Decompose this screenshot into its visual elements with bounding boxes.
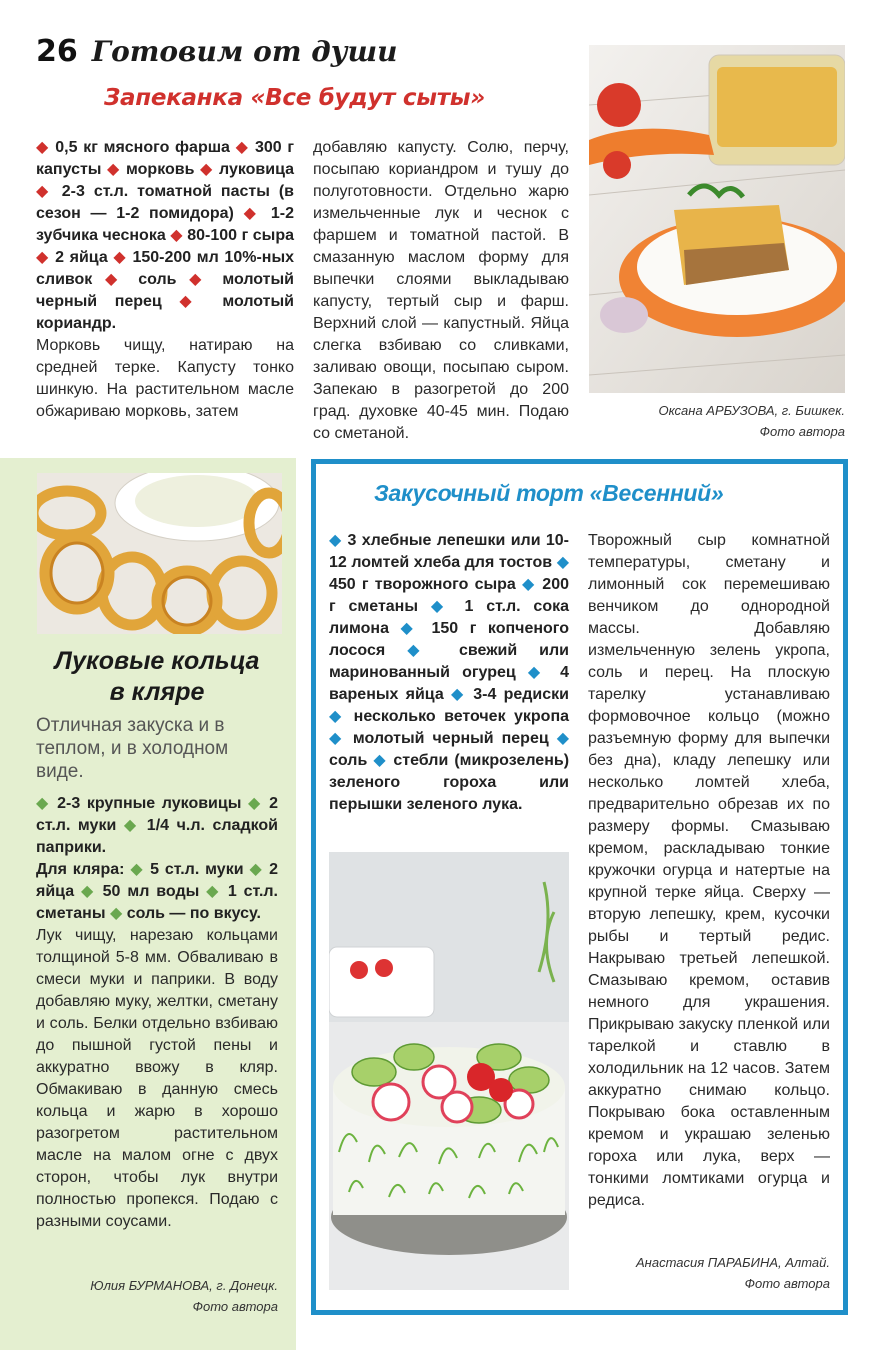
bullet-icon: ◆ (113, 249, 133, 266)
recipe3-caption (588, 1252, 830, 1294)
recipe2-column (36, 793, 278, 1233)
bullet-icon: ◆ (130, 861, 151, 878)
recipe3-title: Закусочный торт «Весенний» (374, 480, 724, 506)
bullet-icon: ◆ (248, 795, 270, 812)
bullet-icon: ◆ (527, 664, 561, 681)
bullet-icon: ◆ (450, 686, 474, 703)
recipe1-method-start: Морковь чищу, натираю на средней терке. Капусту тонко шинкую. На растительном масле обжариваю морковь, затем (36, 337, 294, 420)
ingredient-item: луковица (218, 161, 295, 178)
ingredient-item: несколько веточек укропа (353, 708, 569, 725)
recipe1-photo-credit: Фото автора (759, 424, 845, 439)
ingredient-item: соль (329, 752, 374, 769)
recipe1-title: Запеканка «Все будут сыты» (104, 85, 485, 111)
bullet-icon: ◆ (107, 161, 127, 178)
recipe2-title-line2: в кляре (109, 678, 205, 706)
recipe1-ingredients (36, 137, 294, 335)
ingredient-item: 4 вареных яйца (329, 664, 569, 703)
recipe1-author: Оксана АРБУЗОВА, г. Бишкек. (658, 403, 845, 418)
recipe3-method: Творожный сыр комнатной температуры, сметану и лимонный сок перемешиваю венчиком до однородной массы. Добавляю измельченную зелень укропа, соль и перец. На плоскую тарелку устанавливаю формовочное кольцо (можно разъемную форму для выпечки без дна), кладу лепешку или несколько ломтей хлеба, предварительно обрезав их по размеру формы. Смазываю кремом, раскладываю тонкие кружочки огурца и натертые на крупной терке яйца. Сверху — вторую лепешку, крем, кусочки рыбы и тертый редис. Накрываю третьей лепешкой. Смазываю кремом, оставив немного для украшения. Прикрываю закуску пленкой или тарелкой и ставлю в холодильник на 12 часов. Затем аккуратно снимаю кольцо. Покрываю бока оставленным кремом и украшаю зеленью гороха или лука, верх — тонкими ломтиками огурца и редиса. (588, 532, 830, 1209)
section-title: Готовим от души (91, 35, 398, 68)
recipe2-title (36, 646, 278, 708)
ingredient-item: свежий или маринованный огурец (329, 642, 570, 681)
recipe2-title-line1: Луковые кольца (54, 647, 260, 675)
bullet-icon: ◆ (206, 883, 228, 900)
ingredient-item: молотый черный перец (36, 271, 295, 310)
ingredient-item: 5 ст.л. муки (150, 861, 250, 878)
bullet-icon: ◆ (400, 620, 432, 637)
bullet-icon: ◆ (249, 861, 270, 878)
ingredient-item: 150 г копченого лосося (329, 620, 570, 659)
bullet-icon: ◆ (81, 883, 103, 900)
ingredient-item: морковь (126, 161, 200, 178)
ingredient-item: 2 яйца (55, 249, 114, 266)
ingredient-item: 80-100 г сыра (187, 227, 294, 244)
ingredient-item: 300 г капусты (36, 139, 295, 178)
recipe3-method-column (588, 530, 830, 1212)
recipe2-batter (36, 859, 278, 925)
bullet-icon: ◆ (123, 817, 147, 834)
recipe2-batter-label: Для кляра: (36, 861, 125, 878)
bullet-icon: ◆ (109, 905, 127, 922)
bullet-icon: ◆ (36, 249, 56, 266)
recipe1-method-end: добавляю капусту. Солю, перчу, посыпаю кориандром и тушу до полуготовности. Отдельно жарю измельченные лук и чеснок с фаршем и томатной пастой. В смазанную маслом форму для выпечки слоями выкладываю капусту, тертый сыр и фарш. Верхний слой — капустный. Яйца слегка взбиваю со сливками, заливаю овощи, посыпаю сыром. Запекаю в разогретой до 200 град. духовке 40-45 мин. Подаю со сметаной. (313, 139, 569, 442)
ingredient-item: 0,5 кг мясного фарша (55, 139, 236, 156)
bullet-icon: ◆ (36, 795, 58, 812)
bullet-icon: ◆ (179, 293, 223, 310)
bullet-icon: ◆ (170, 227, 188, 244)
bullet-icon: ◆ (556, 554, 569, 571)
ingredient-item: 2 яйца (36, 861, 279, 900)
recipe3-author: Анастасия ПАРАБИНА, Алтай. (636, 1255, 830, 1270)
recipe2-author: Юлия БУРМАНОВА, г. Донецк. (90, 1278, 278, 1293)
recipe1-caption (589, 400, 845, 442)
bullet-icon: ◆ (200, 161, 219, 178)
recipe1-column-left (36, 137, 294, 423)
bullet-icon: ◆ (104, 271, 139, 288)
bullet-icon: ◆ (235, 139, 255, 156)
onion-rings-photo (37, 473, 282, 634)
recipe2-ingredients-a (36, 793, 278, 859)
page-number: 26 (36, 34, 78, 69)
recipe3-photo-credit: Фото автора (744, 1276, 830, 1291)
ingredient-item: 1 ст.л. сметаны (36, 883, 278, 922)
ingredient-item: 50 мл воды (102, 883, 207, 900)
bullet-icon: ◆ (329, 708, 354, 725)
bullet-icon: ◆ (522, 576, 543, 593)
ingredient-item: 150-200 мл 10%-ных сливок (36, 249, 295, 288)
ingredient-item: 1/4 ч.л. сладкой паприки. (36, 817, 278, 856)
recipe2-method: Лук чищу, нарезаю кольцами толщиной 5-8 мм. Обваливаю в смеси муки и паприки. В воду добавляю муку, желтки, сметану и соль. Белки отдельно взбиваю до пышной густой пены и аккуратно ввожу в кляр. Обмакиваю в данную смесь кольца и жарю в хорошо разогретом растительном масле на малом огне с двух сторон, чтобы лук внутри полностью пропекся. Подаю с разными соусами. (36, 927, 278, 1230)
recipe1-column-right (313, 137, 569, 445)
ingredient-item: 2 ст.л. муки (36, 795, 279, 834)
bullet-icon: ◆ (243, 205, 271, 222)
bullet-icon: ◆ (329, 730, 353, 747)
bullet-icon: ◆ (189, 271, 223, 288)
ingredient-item: молотый черный перец (352, 730, 557, 747)
bullet-icon: ◆ (329, 532, 348, 549)
recipe3-ingredients-column (329, 530, 569, 816)
bullet-icon: ◆ (556, 730, 569, 747)
bullet-icon: ◆ (407, 642, 459, 659)
bullet-icon: ◆ (430, 598, 465, 615)
ingredient-item: молотый кориандр. (36, 293, 294, 332)
ingredient-item: 1 ст.л. сока лимона (329, 598, 570, 637)
ingredient-item: соль (138, 271, 190, 288)
ingredient-item: 2-3 ст.л. томатной пасты (в сезон — 1-2 помидора) (36, 183, 295, 222)
casserole-photo (589, 45, 845, 393)
bullet-icon: ◆ (373, 752, 394, 769)
bullet-icon: ◆ (36, 139, 56, 156)
ingredient-item: 2-3 крупные луковицы (57, 795, 249, 812)
page-header (36, 34, 397, 69)
ingredient-item: 1-2 зубчика чеснока (36, 205, 294, 244)
ingredient-item: соль — по вкусу. (126, 905, 261, 922)
ingredient-item: 3-4 редиски (473, 686, 569, 703)
recipe2-photo-credit: Фото автора (192, 1299, 278, 1314)
bullet-icon: ◆ (36, 183, 62, 200)
recipe3-ingredients (329, 530, 569, 816)
snack-cake-photo (329, 852, 569, 1290)
ingredient-item: 450 г творожного сыра (329, 576, 523, 593)
ingredient-item: стебли (микрозелень) зеленого гороха или перышки зеленого лука. (329, 752, 570, 813)
ingredient-item: 200 г сметаны (329, 576, 569, 615)
ingredient-item: 3 хлебные лепешки или 10-12 ломтей хлеба для тостов (329, 532, 570, 571)
recipe2-caption (36, 1275, 278, 1317)
recipe2-subtitle: Отличная закуска и в теплом, и в холодном виде. (36, 715, 229, 782)
